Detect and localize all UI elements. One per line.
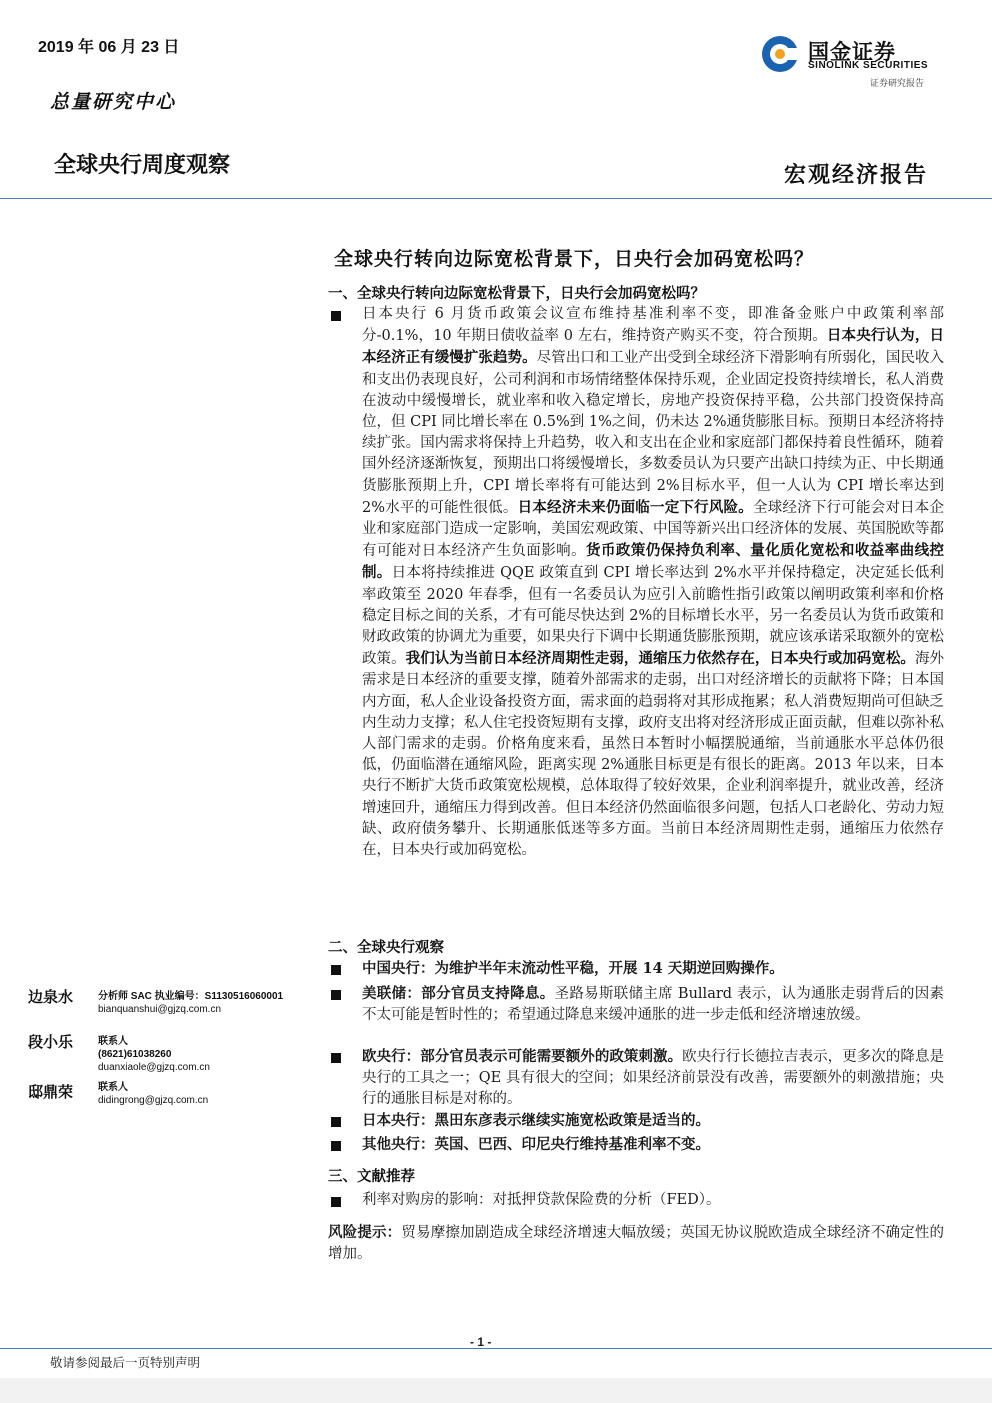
list-item: 美联储：部分官员支持降息。圣路易斯联储主席 Bullard 表示，认为通胀走弱背后的因素不太可能是暂时性的；希望通过降息来缓冲通胀的进一步走低和经济增速放缓。 (362, 985, 945, 1024)
report-series-title: 全球央行周度观察 (54, 153, 231, 178)
list-item: 其他央行：英国、巴西、印尼央行维持基准利率不变。 (362, 1136, 710, 1153)
author-name: 段小乐 (28, 1033, 74, 1051)
main-title: 全球央行转向边际宽松背景下，日央行会加码宽松吗？ (334, 248, 815, 270)
company-tagline: 证券研究报告 (870, 79, 925, 89)
bullet-icon (331, 1117, 341, 1127)
bullet-icon (331, 965, 341, 975)
company-logo-icon (760, 34, 800, 74)
author-name: 边泉水 (28, 988, 74, 1006)
page-number: - 1 - (470, 1335, 492, 1349)
footer-disclaimer: 敬请参阅最后一页特别声明 (50, 1355, 201, 1370)
bullet-icon (331, 1053, 341, 1063)
company-name-en: SINOLINK SECURITIES (808, 60, 929, 71)
company-name-cn: 国金证券 (808, 40, 896, 64)
bullet-icon (331, 1197, 341, 1207)
section-1-heading: 一、全球央行转向边际宽松背景下，日央行会加码宽松吗？ (328, 285, 705, 302)
header-divider (0, 198, 992, 199)
author-info: 分析师 SAC 执业编号：S1130516060001 bianquanshui@gjzq.com.cn (98, 991, 284, 1015)
bullet-icon (331, 1141, 341, 1151)
list-item: 中国央行：为维护半年末流动性平稳，开展 14 天期逆回购操作。 (362, 960, 784, 977)
list-item: 利率对购房的影响：对抵押贷款保险费的分析（FED）。 (362, 1192, 721, 1208)
report-date: 2019 年 06 月 23 日 (38, 39, 180, 56)
author-info: 联系人 (8621)61038260 duanxiaole@gjzq.com.cn (98, 1036, 210, 1073)
footer-divider (0, 1348, 992, 1349)
page-bottom-band (0, 1378, 992, 1403)
risk-warning: 风险提示：贸易摩擦加剧造成全球经济增速大幅放缓；英国无协议脱欧造成全球经济不确定性的增加。 (328, 1224, 945, 1263)
section-2-heading: 二、全球央行观察 (328, 939, 444, 956)
section-1-paragraph: 日本央行 6 月货币政策会议宣布维持基准利率不变，即准备金账户中政策利率部分-0.1%，10 年期日债收益率 0 左右，维持资产购买不变，符合预期。日本央行认为，日本经济正有缓慢扩张趋势。尽管出口和工业产出受到全球经济下滑影响有所弱化，国民收入和支出仍表现良好，公司利润和市场情绪整体保持乐观，企业固定投资持续增长，私人消费在波动中缓慢增长，就业率和收入稳定增长，房地产投资保持平稳，公共部门投资保持高位，但 CPI 同比增长率在 0.5%到 1%之间，仍未达 2%通货膨胀目标。预期日本经济将持续扩张。国内需求将保持上升趋势，收入和支出在企业和家庭部门都保持着良性循环，随着国外经济逐渐恢复，预期出口将缓慢增长，多数委员认为只要产出缺口持续为正、中长期通货膨胀预期上升，CPI 增长率将有可能达到 2%目标水平，但一人认为 CPI 增长率达到 2%水平的可能性很低。日本经济未来仍面临一定下行风险。全球经济下行可能会对日本企业和家庭部门造成一定影响，美国宏观政策、中国等新兴出口经济体的发展、英国脱欧等都有可能对日本经济产生负面影响。货币政策仍保持负利率、量化质化宽松和收益率曲线控制。日本将持续推进 QQE 政策直到 CPI 增长率达到 2%水平并保持稳定，决定延长低利率政策至 2020 年春季，但有一名委员认为应引入前瞻性指引政策以阐明政策利率和价格稳定目标之间的关系，才有可能尽快达到 2%的目标增长水平，另一名委员认为货币政策和财政政策的协调尤为重要，如果央行下调中长期通货膨胀预期，就应该承诺采取额外的宽松政策。我们认为当前日本经济周期性走弱，通缩压力依然存在，日本央行或加码宽松。海外需求是日本经济的重要支撑，随着外部需求的走弱，出口对经济增长的贡献将下降；日本国内方面，私人企业设备投资方面，需求面的趋弱将对其形成拖累；私人消费短期尚可但缺乏内生动力支撑；私人住宅投资短期有支撑，政府支出将对经济形成正面贡献，但难以弥补私人部门需求的走弱。价格角度来看，虽然日本暂时小幅摆脱通缩，当前通胀水平总体仍很低，仍面临潜在通缩风险，距离实现 2%通胀目标更是有很长的距离。2013 年以来，日本央行不断扩大货币政策宽松规模，总体取得了较好效果，企业利润率提升，就业改善，经济增速回升，通缩压力得到改善。但日本经济仍然面临很多问题，包括人口老龄化、劳动力短缺、政府债务攀升、长期通胀低迷等多方面。当前日本经济周期性走弱，通缩压力依然存在，日本央行或加码宽松。 (362, 306, 945, 859)
report-type-label: 宏观经济报告 (783, 162, 928, 188)
bullet-icon (331, 990, 341, 1000)
list-item: 日本央行：黑田东彦表示继续实施宽松政策是适当的。 (362, 1112, 710, 1129)
bullet-icon (331, 311, 341, 321)
section-3-heading: 三、文献推荐 (328, 1168, 415, 1185)
list-item: 欧央行：部分官员表示可能需要额外的政策刺激。欧央行行长德拉吉表示，更多次的降息是央行的工具之一；QE 具有很大的空间；如果经济前景没有改善，需要额外的刺激措施；央行的通胀目标是对称的。 (362, 1048, 945, 1108)
author-info: 联系人 didingrong@gjzq.com.cn (98, 1082, 209, 1106)
author-name: 邸鼎荣 (28, 1083, 74, 1101)
department-label: 总量研究中心 (50, 91, 177, 113)
